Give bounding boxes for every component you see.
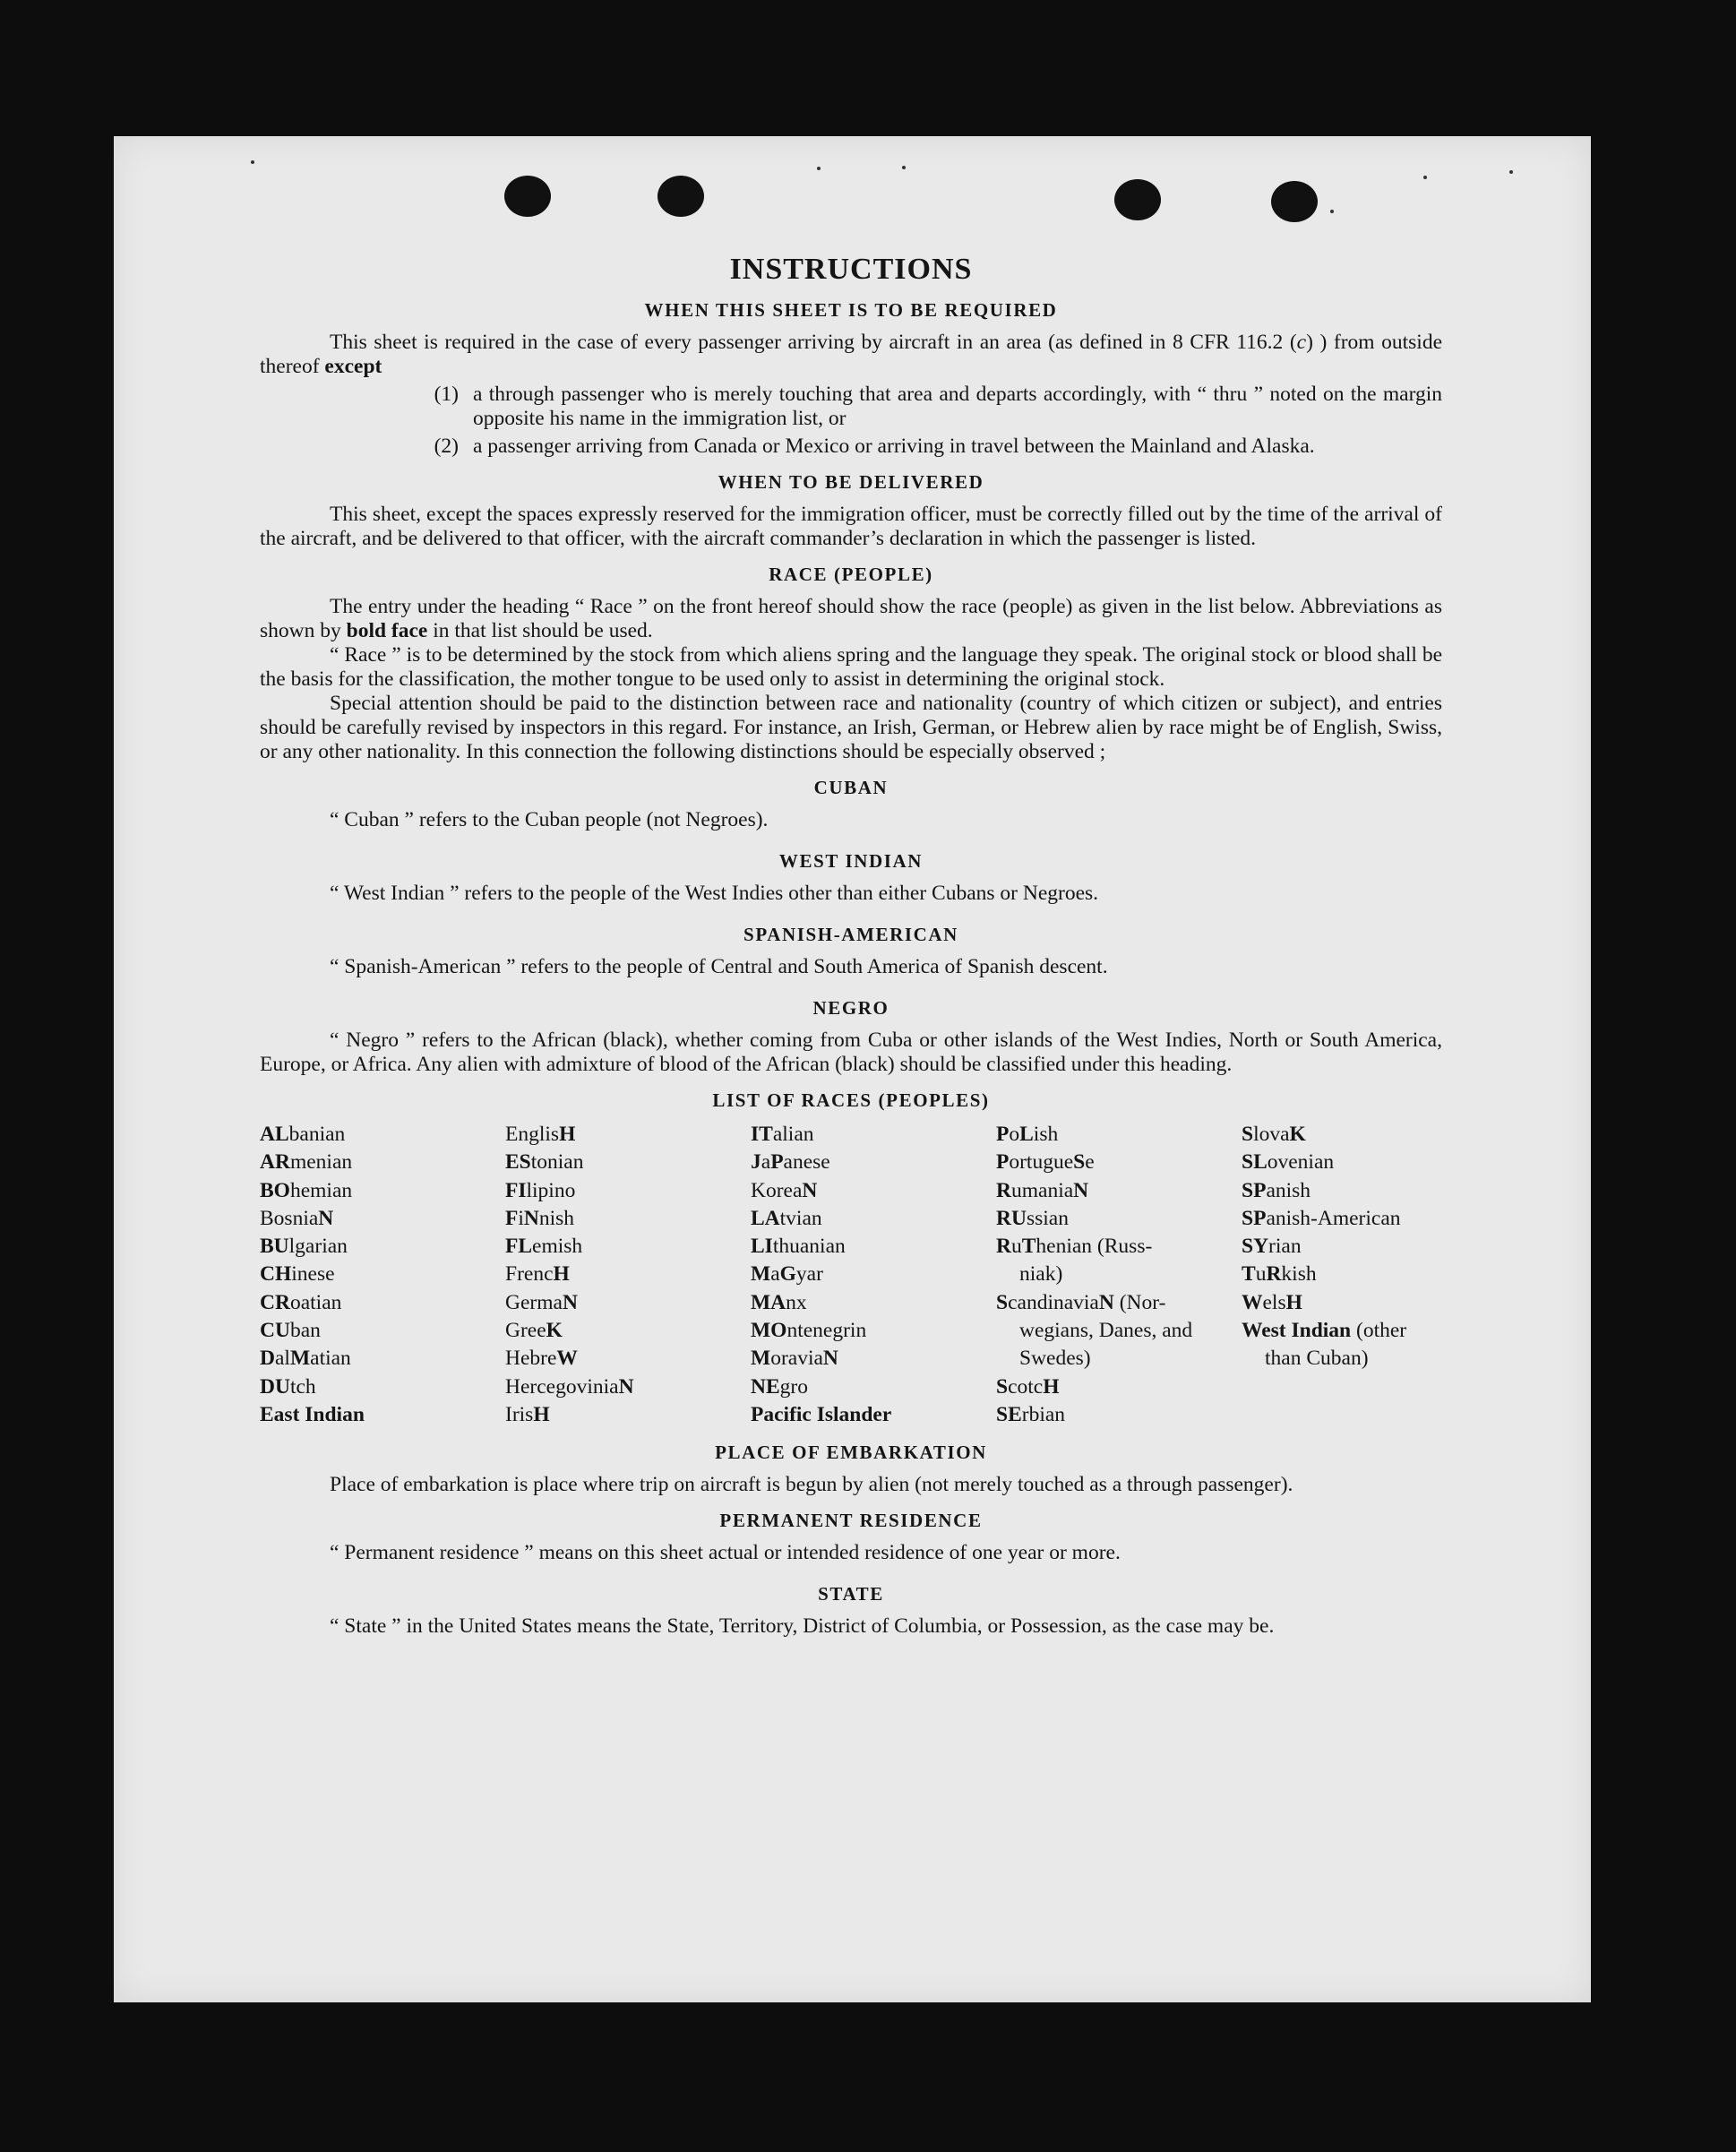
punch-hole bbox=[657, 176, 704, 217]
race-entry bbox=[996, 1149, 1242, 1176]
race-abbreviation: M bbox=[289, 1347, 311, 1371]
race-text: lova bbox=[1253, 1123, 1290, 1146]
race-text: kish bbox=[1281, 1262, 1317, 1287]
race-abbreviation: R bbox=[996, 1235, 1011, 1259]
document-page bbox=[114, 136, 1591, 2002]
intro-italic: c bbox=[1296, 331, 1307, 354]
race-abbreviation: D bbox=[260, 1347, 275, 1371]
intro-bold: except bbox=[324, 355, 382, 378]
race-text: tonian bbox=[530, 1150, 584, 1175]
race-text: umania bbox=[1010, 1178, 1074, 1202]
race-entry bbox=[751, 1373, 996, 1401]
race-abbreviation: CR bbox=[260, 1290, 290, 1314]
race-column bbox=[751, 1121, 996, 1429]
item-number: (2) bbox=[434, 435, 459, 458]
punch-hole bbox=[1114, 179, 1161, 220]
scan-speck bbox=[902, 166, 906, 169]
race-abbreviation: N bbox=[1073, 1178, 1089, 1202]
race-text: menian bbox=[289, 1150, 353, 1175]
race-text: rbian bbox=[1021, 1402, 1066, 1426]
spanish-american-text: “ Spanish-American ” refers to the people of Central and South America of Spanish descent. bbox=[330, 955, 1108, 978]
race-entry bbox=[260, 1149, 505, 1176]
race-column bbox=[1242, 1121, 1448, 1429]
scan-speck bbox=[1330, 210, 1334, 213]
race-text: rian bbox=[1268, 1235, 1302, 1259]
required-intro bbox=[260, 331, 1442, 379]
section-heading-required: WHEN THIS SHEET IS TO BE REQUIRED bbox=[644, 299, 1058, 321]
race-text: lipino bbox=[526, 1178, 576, 1202]
race-entry-continuation: wegians, Danes, and Swedes) bbox=[1019, 1319, 1193, 1371]
race-paragraph-2: “ Race ” is to be determined by the stock from which aliens spring and the language they speak. The original stock or blood shall be the basis for the classification, the mother tongue to be used only to assist in determining the original stock. bbox=[260, 643, 1442, 691]
punch-hole bbox=[1271, 181, 1318, 222]
race-abbreviation: H bbox=[1285, 1290, 1302, 1314]
race-text: Gree bbox=[505, 1319, 546, 1343]
race-text: al bbox=[274, 1347, 290, 1371]
race-entry bbox=[751, 1401, 996, 1429]
race-text: oatian bbox=[289, 1290, 342, 1314]
race-entry bbox=[996, 1233, 1242, 1261]
race-abbreviation: NE bbox=[751, 1374, 780, 1399]
race-text: alian bbox=[772, 1123, 814, 1146]
west-indian-text: “ West Indian ” refers to the people of the West Indies other than either Cubans or Negroes. bbox=[330, 882, 1099, 905]
section-heading-race: RACE (PEOPLE) bbox=[769, 564, 933, 585]
embarkation-text: Place of embarkation is place where trip on aircraft is begun by alien (not merely touched as a through passenger). bbox=[330, 1473, 1293, 1497]
race-abbreviation: N bbox=[1098, 1290, 1114, 1314]
intro-text: ) ) from outside thereof bbox=[260, 331, 1443, 378]
race-abbreviation: N bbox=[822, 1347, 838, 1371]
race-entry bbox=[996, 1401, 1242, 1429]
race-entry bbox=[751, 1261, 996, 1288]
race-abbreviation: W bbox=[556, 1347, 578, 1371]
race-abbreviation: CH bbox=[260, 1262, 292, 1287]
item-text: a passenger arriving from Canada or Mexico or arriving in travel between the Mainland and Alaska. bbox=[473, 435, 1315, 458]
race-entry bbox=[505, 1317, 751, 1345]
state-text: “ State ” in the United States means the State, Territory, District of Columbia, or Possession, as the case may be. bbox=[330, 1614, 1275, 1639]
race-abbreviation: K bbox=[1289, 1123, 1306, 1146]
race-entry bbox=[751, 1121, 996, 1149]
scan-speck bbox=[1423, 176, 1427, 179]
race-text: nx bbox=[786, 1290, 807, 1314]
race-abbreviation: S bbox=[1242, 1123, 1254, 1146]
race-text: ish bbox=[1033, 1123, 1059, 1146]
race-abbreviation: H bbox=[559, 1123, 576, 1146]
race-entry bbox=[1242, 1177, 1448, 1205]
race-abbreviation: T bbox=[1021, 1235, 1036, 1259]
cuban-text: “ Cuban ” refers to the Cuban people (not Negroes). bbox=[330, 808, 769, 831]
race-entry-continuation: niak) bbox=[1019, 1262, 1063, 1287]
scan-speck bbox=[817, 167, 821, 170]
race-column bbox=[260, 1121, 505, 1429]
race-entry bbox=[751, 1317, 996, 1345]
race-paragraph-3: Special attention should be paid to the distinction between race and nationality (country of which citizen or subject), and entries should be carefully revised by inspectors in this regard. For instance, an Irish, German, or Hebrew alien by race might be of English, Swiss, or any other nationality. In this connection the following distinctions should be especially observed ; bbox=[260, 692, 1442, 763]
race-text: anish bbox=[1266, 1178, 1311, 1202]
race-abbreviation: L bbox=[1019, 1123, 1034, 1146]
race-abbreviation: ES bbox=[505, 1150, 531, 1175]
race-text: ban bbox=[289, 1319, 321, 1343]
race-entry bbox=[751, 1233, 996, 1261]
race-text: yar bbox=[795, 1262, 823, 1287]
race-abbreviation: LI bbox=[751, 1235, 773, 1259]
race-text: thuanian bbox=[772, 1235, 846, 1259]
race-entry bbox=[505, 1233, 751, 1261]
race-text: gro bbox=[779, 1374, 808, 1399]
race-entry bbox=[996, 1289, 1242, 1317]
race-abbreviation: FL bbox=[505, 1235, 533, 1259]
race-column bbox=[996, 1121, 1242, 1429]
section-heading-residence: PERMANENT RESIDENCE bbox=[719, 1510, 983, 1532]
section-heading-spanish-american: SPANISH-AMERICAN bbox=[743, 924, 958, 945]
race-text: ortugue bbox=[1009, 1150, 1074, 1175]
race-text: ssian bbox=[1026, 1206, 1069, 1230]
race-abbreviation: West Indian bbox=[1242, 1319, 1352, 1343]
scan-speck bbox=[1509, 170, 1513, 174]
item-text: a through passenger who is merely touching that area and departs accordingly, with “ thru ” noted on the margin opposite his name in the immigration list, or bbox=[473, 383, 1442, 430]
race-text: henian (Russ- bbox=[1036, 1235, 1153, 1259]
race-abbreviation: H bbox=[1043, 1374, 1060, 1399]
race-abbreviation: P bbox=[996, 1150, 1010, 1175]
race-abbreviation: SY bbox=[1242, 1235, 1269, 1259]
race-entry bbox=[1242, 1205, 1448, 1233]
race-abbreviation: P bbox=[996, 1123, 1010, 1146]
race-abbreviation: F bbox=[505, 1206, 519, 1230]
race-paragraph-1 bbox=[260, 595, 1442, 643]
race-entry bbox=[260, 1233, 505, 1261]
race-entry bbox=[996, 1177, 1242, 1205]
race-abbreviation: AL bbox=[260, 1123, 289, 1146]
race-abbreviation: S bbox=[1073, 1150, 1086, 1175]
race-text: inese bbox=[291, 1262, 335, 1287]
race-text: candinavia bbox=[1008, 1290, 1099, 1314]
race-text: The entry under the heading “ Race ” on the front hereof should show the race (people) as given in the list below. Abbreviations as shown by bbox=[260, 595, 1442, 642]
race-text: Englis bbox=[505, 1123, 560, 1146]
race-abbreviation: S bbox=[996, 1290, 1009, 1314]
race-entry bbox=[260, 1373, 505, 1401]
race-entry bbox=[996, 1373, 1242, 1401]
race-abbreviation: SL bbox=[1242, 1150, 1268, 1175]
race-text: nish bbox=[538, 1206, 575, 1230]
race-entry bbox=[505, 1373, 751, 1401]
race-text: hemian bbox=[289, 1178, 353, 1202]
race-text: Iris bbox=[505, 1402, 534, 1426]
race-abbreviation: SP bbox=[1242, 1206, 1267, 1230]
race-abbreviation: W bbox=[1242, 1290, 1263, 1314]
race-text: in that list should be used. bbox=[427, 619, 653, 642]
race-abbreviation: SE bbox=[996, 1402, 1022, 1426]
race-text: Bosnia bbox=[260, 1206, 319, 1230]
race-text: u bbox=[1010, 1235, 1022, 1259]
race-abbreviation: M bbox=[751, 1347, 771, 1371]
race-text: els bbox=[1262, 1290, 1286, 1314]
race-abbreviation: MA bbox=[751, 1290, 786, 1314]
race-abbreviation: S bbox=[996, 1374, 1009, 1399]
race-entry bbox=[260, 1177, 505, 1205]
race-entry bbox=[751, 1177, 996, 1205]
race-entry-continuation: than Cuban) bbox=[1265, 1347, 1369, 1371]
race-entry bbox=[260, 1345, 505, 1373]
race-abbreviation: MO bbox=[751, 1319, 787, 1343]
race-entry bbox=[260, 1121, 505, 1149]
race-abbreviation: P bbox=[770, 1150, 784, 1175]
race-entry bbox=[751, 1205, 996, 1233]
race-entry bbox=[996, 1205, 1242, 1233]
punch-hole bbox=[504, 176, 551, 217]
race-abbreviation: R bbox=[996, 1178, 1011, 1202]
race-entry bbox=[260, 1317, 505, 1345]
race-text: (Nor- bbox=[1113, 1290, 1166, 1314]
race-abbreviation: AR bbox=[260, 1150, 290, 1175]
race-entry bbox=[996, 1121, 1242, 1149]
section-heading-west-indian: WEST INDIAN bbox=[778, 850, 924, 872]
race-text: lgarian bbox=[288, 1235, 348, 1259]
race-abbreviation: FI bbox=[505, 1178, 527, 1202]
race-abbreviation: T bbox=[1242, 1262, 1256, 1287]
race-entry bbox=[1242, 1317, 1448, 1345]
section-heading-embarkation: PLACE OF EMBARKATION bbox=[715, 1442, 987, 1464]
race-entry bbox=[505, 1401, 751, 1429]
race-text: oravia bbox=[770, 1347, 823, 1371]
race-entry bbox=[1242, 1289, 1448, 1317]
race-entry bbox=[260, 1401, 505, 1429]
race-entry bbox=[1242, 1233, 1448, 1261]
race-text: Korea bbox=[751, 1178, 803, 1202]
race-abbreviation: DU bbox=[260, 1374, 290, 1399]
race-text: Frenc bbox=[505, 1262, 554, 1287]
race-entry bbox=[751, 1345, 996, 1373]
race-abbreviation: BU bbox=[260, 1235, 289, 1259]
race-abbreviation: M bbox=[751, 1262, 771, 1287]
race-entry bbox=[260, 1289, 505, 1317]
race-abbreviation: BO bbox=[260, 1178, 290, 1202]
section-heading-list: LIST OF RACES (PEOPLES) bbox=[712, 1089, 990, 1111]
race-bold: bold face bbox=[346, 619, 428, 642]
race-abbreviation: RU bbox=[996, 1206, 1027, 1230]
race-text: tch bbox=[289, 1374, 316, 1399]
race-abbreviation: N bbox=[318, 1206, 334, 1230]
race-entry bbox=[505, 1149, 751, 1176]
race-abbreviation: East Indian bbox=[260, 1402, 365, 1426]
race-column bbox=[505, 1121, 751, 1429]
race-text: anish-American bbox=[1266, 1206, 1401, 1230]
instructions-content bbox=[260, 253, 1442, 1639]
race-entry bbox=[260, 1205, 505, 1233]
race-text: (other bbox=[1351, 1319, 1407, 1343]
race-abbreviation: H bbox=[553, 1262, 570, 1287]
race-text: a bbox=[770, 1262, 780, 1287]
race-entry bbox=[505, 1289, 751, 1317]
race-text: Hebre bbox=[505, 1347, 557, 1371]
race-abbreviation: Pacific Islander bbox=[751, 1402, 892, 1426]
delivered-text: This sheet, except the spaces expressly reserved for the immigration officer, must be correctly filled out by the time of the arrival of the aircraft, and be delivered to that officer, with the aircraft commander’s declaration in which the passenger is listed. bbox=[260, 503, 1442, 550]
race-entry bbox=[505, 1345, 751, 1373]
race-text: Hercegovinia bbox=[505, 1374, 619, 1399]
negro-text: “ Negro ” refers to the African (black), whether coming from Cuba or other islands of the West Indies, North or South America, Europe, or Africa. Any alien with admixture of blood of the African (black) should be classified under this heading. bbox=[260, 1029, 1442, 1076]
section-heading-delivered: WHEN TO BE DELIVERED bbox=[718, 471, 984, 493]
race-text: cotc bbox=[1008, 1374, 1044, 1399]
race-abbreviation: LA bbox=[751, 1206, 780, 1230]
race-entry bbox=[751, 1149, 996, 1176]
race-abbreviation: N bbox=[523, 1206, 539, 1230]
race-entry bbox=[260, 1261, 505, 1288]
race-entry bbox=[751, 1289, 996, 1317]
race-entry bbox=[505, 1205, 751, 1233]
race-text: u bbox=[1255, 1262, 1267, 1287]
race-abbreviation: SP bbox=[1242, 1178, 1267, 1202]
race-text: Germa bbox=[505, 1290, 563, 1314]
race-entry bbox=[505, 1261, 751, 1288]
item-number: (1) bbox=[434, 383, 459, 406]
race-text: emish bbox=[532, 1235, 583, 1259]
section-heading-state: STATE bbox=[818, 1583, 884, 1605]
exception-item bbox=[260, 435, 1442, 459]
race-text: ovenian bbox=[1267, 1150, 1335, 1175]
race-abbreviation: N bbox=[618, 1374, 634, 1399]
race-list bbox=[260, 1121, 1442, 1429]
race-entry bbox=[505, 1177, 751, 1205]
race-abbreviation: N bbox=[802, 1178, 818, 1202]
race-text: e bbox=[1085, 1150, 1095, 1175]
race-text: anese bbox=[783, 1150, 830, 1175]
race-abbreviation: K bbox=[546, 1319, 563, 1343]
race-text: i bbox=[518, 1206, 524, 1230]
race-entry bbox=[505, 1121, 751, 1149]
race-abbreviation: CU bbox=[260, 1319, 290, 1343]
race-text: atian bbox=[310, 1347, 351, 1371]
page-title: INSTRUCTIONS bbox=[729, 253, 973, 286]
race-abbreviation: G bbox=[779, 1262, 796, 1287]
race-text: banian bbox=[288, 1123, 346, 1146]
section-heading-negro: NEGRO bbox=[812, 997, 889, 1019]
intro-text: This sheet is required in the case of every passenger arriving by aircraft in an area (as defined in 8 CFR 116.2 ( bbox=[330, 331, 1297, 354]
race-text: ntenegrin bbox=[786, 1319, 867, 1343]
residence-text: “ Permanent residence ” means on this sheet actual or intended residence of one year or more. bbox=[330, 1541, 1121, 1565]
race-text: a bbox=[761, 1150, 771, 1175]
race-abbreviation: J bbox=[751, 1150, 761, 1175]
race-abbreviation: H bbox=[533, 1402, 550, 1426]
race-text: o bbox=[1009, 1123, 1020, 1146]
race-abbreviation: N bbox=[562, 1290, 578, 1314]
section-heading-cuban: CUBAN bbox=[813, 777, 889, 798]
race-abbreviation: IT bbox=[751, 1123, 773, 1146]
race-entry bbox=[1242, 1149, 1448, 1176]
race-abbreviation: R bbox=[1266, 1262, 1282, 1287]
exception-item bbox=[260, 383, 1442, 431]
race-text: tvian bbox=[779, 1206, 822, 1230]
scan-speck bbox=[251, 160, 254, 164]
race-entry bbox=[1242, 1261, 1448, 1288]
race-entry bbox=[1242, 1121, 1448, 1149]
